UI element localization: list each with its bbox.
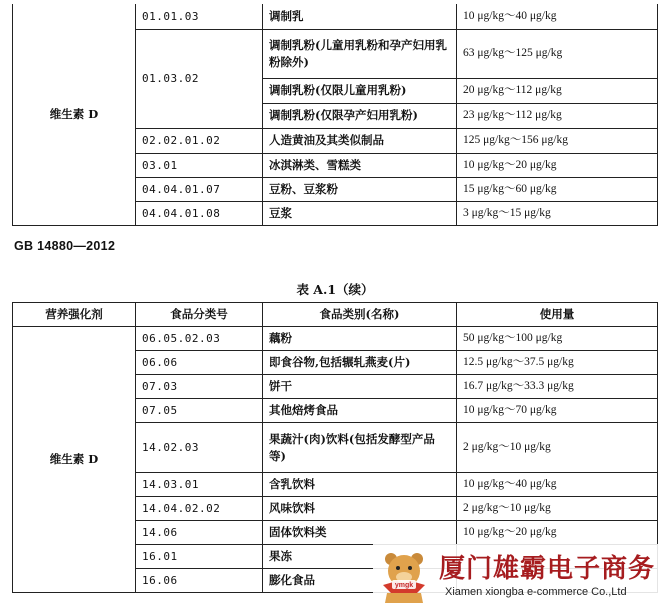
food-name-cell: 调制乳粉(仅限孕产妇用乳粉) bbox=[263, 103, 457, 128]
table-row bbox=[13, 4, 658, 29]
food-code-cell: 04.04.01.08 bbox=[136, 201, 263, 225]
food-name-cell: 其他焙烤食品 bbox=[263, 399, 457, 423]
usage-cell: 2 μg/kg～10 μg/kg bbox=[457, 423, 658, 473]
food-name-cell: 膨化食品 bbox=[263, 569, 457, 593]
food-code-cell: 06.05.02.03 bbox=[136, 327, 263, 351]
food-name-cell: 藕粉 bbox=[263, 327, 457, 351]
food-name-cell: 果蔬汁(肉)饮料(包括发酵型产品等) bbox=[263, 423, 457, 473]
food-code-cell: 03.01 bbox=[136, 153, 263, 177]
food-name-cell: 调制乳粉(儿童用乳粉和孕产妇用乳粉除外) bbox=[263, 29, 457, 78]
food-code-cell: 14.03.01 bbox=[136, 473, 263, 497]
food-code-cell: 01.01.03 bbox=[136, 4, 263, 29]
nutrient-cell: 维生素 D bbox=[13, 4, 136, 225]
food-code-cell: 14.02.03 bbox=[136, 423, 263, 473]
usage-cell: 10 μg/kg～40 μg/kg bbox=[457, 4, 658, 29]
usage-cell: 10 μg/kg～20 μg/kg bbox=[457, 521, 658, 545]
food-name-cell: 调制乳粉(仅限儿童用乳粉) bbox=[263, 78, 457, 103]
food-code-cell: 16.01 bbox=[136, 545, 263, 569]
food-name-cell: 豆粉、豆浆粉 bbox=[263, 177, 457, 201]
bear-mascot-logo-icon bbox=[377, 547, 431, 603]
usage-cell: 50 μg/kg～100 μg/kg bbox=[457, 327, 658, 351]
usage-cell: 63 μg/kg～125 μg/kg bbox=[457, 29, 658, 78]
watermark-company-name-en: Xiamen xiongba e-commerce Co.,Ltd bbox=[445, 586, 627, 598]
table-header-row bbox=[13, 303, 658, 327]
food-name-cell: 果冻 bbox=[263, 545, 457, 569]
table-caption: 表 A.1（续） bbox=[296, 282, 374, 297]
food-code-cell: 07.03 bbox=[136, 375, 263, 399]
usage-cell: 3 μg/kg～15 μg/kg bbox=[457, 201, 658, 225]
usage-cell: 16.7 μg/kg～33.3 μg/kg bbox=[457, 375, 658, 399]
usage-cell: 12.5 μg/kg～37.5 μg/kg bbox=[457, 351, 658, 375]
food-name-cell: 风味饮料 bbox=[263, 497, 457, 521]
usage-cell: 2 μg/kg～10 μg/kg bbox=[457, 497, 658, 521]
usage-cell: 23 μg/kg～112 μg/kg bbox=[457, 103, 658, 128]
food-name-cell: 饼干 bbox=[263, 375, 457, 399]
usage-cell: 10 μg/kg～40 μg/kg bbox=[457, 473, 658, 497]
header-food-code: 食品分类号 bbox=[136, 303, 263, 327]
food-code-cell: 01.03.02 bbox=[136, 29, 263, 128]
food-code-cell: 14.06 bbox=[136, 521, 263, 545]
food-name-cell: 即食谷物,包括辗轧燕麦(片) bbox=[263, 351, 457, 375]
usage-cell: 10 μg/kg～70 μg/kg bbox=[457, 399, 658, 423]
header-food-name: 食品类别(名称) bbox=[263, 303, 457, 327]
watermark-company-name-cn: 厦门雄霸电子商务 bbox=[439, 554, 656, 584]
nutrient-cell: 维生素 D bbox=[13, 327, 136, 593]
food-name-cell: 固体饮料类 bbox=[263, 521, 457, 545]
food-name-cell: 人造黄油及其类似制品 bbox=[263, 128, 457, 153]
food-code-cell: 07.05 bbox=[136, 399, 263, 423]
standard-id: GB 14880—2012 bbox=[14, 239, 116, 253]
company-watermark bbox=[373, 544, 670, 607]
usage-cell: 125 μg/kg～156 μg/kg bbox=[457, 128, 658, 153]
food-name-cell: 含乳饮料 bbox=[263, 473, 457, 497]
food-code-cell: 06.06 bbox=[136, 351, 263, 375]
nutrient-table-top bbox=[12, 4, 658, 226]
usage-cell: 20 μg/kg～112 μg/kg bbox=[457, 78, 658, 103]
header-nutrient: 营养强化剂 bbox=[13, 303, 136, 327]
usage-cell: 10 μg/kg～20 μg/kg bbox=[457, 153, 658, 177]
food-code-cell: 02.02.01.02 bbox=[136, 128, 263, 153]
food-code-cell: 14.04.02.02 bbox=[136, 497, 263, 521]
food-name-cell: 冰淇淋类、雪糕类 bbox=[263, 153, 457, 177]
usage-cell: 15 μg/kg～60 μg/kg bbox=[457, 177, 658, 201]
svg-text:ymgk: ymgk bbox=[394, 582, 414, 589]
food-code-cell: 04.04.01.07 bbox=[136, 177, 263, 201]
food-code-cell: 16.06 bbox=[136, 569, 263, 593]
food-name-cell: 调制乳 bbox=[263, 4, 457, 29]
table-row bbox=[13, 327, 658, 351]
header-usage: 使用量 bbox=[457, 303, 658, 327]
food-name-cell: 豆浆 bbox=[263, 201, 457, 225]
